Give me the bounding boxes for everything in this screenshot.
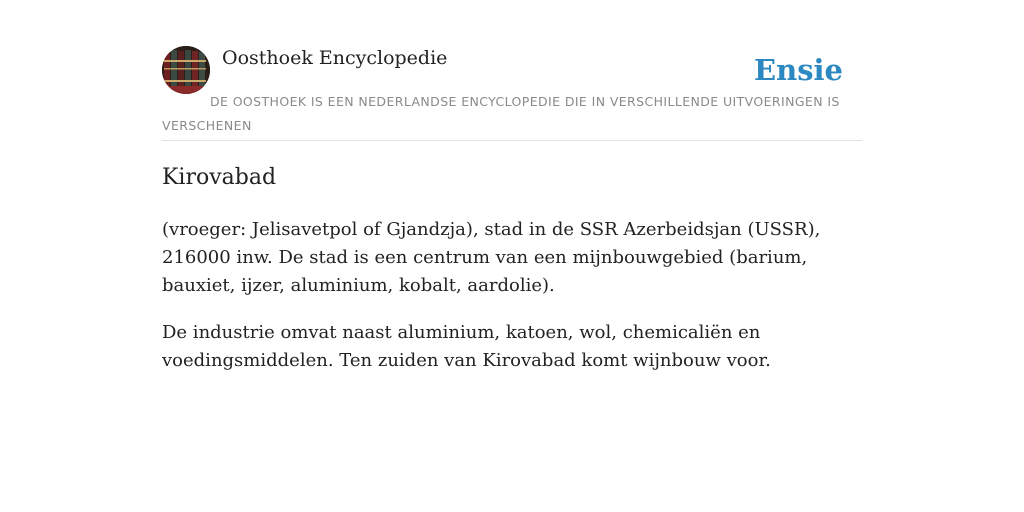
article [162, 160, 862, 375]
site-name-link[interactable]: Oosthoek Encyclopedie [222, 47, 448, 69]
site-tagline: DE OOSTHOEK IS EEN NEDERLANDSE ENCYCLOPEDIE DIE IN VERSCHILLENDE UITVOERINGEN IS VERSCHENEN [162, 94, 840, 133]
article-title: Kirovabad [162, 165, 277, 190]
article-paragraph: (vroeger: Jelisavetpol of Gjandzja), stad in de SSR Azerbeidsjan (USSR), 216000 inw. De stad is een centrum van een mijnbouwgebied (barium, bauxiet, ijzer, aluminium, kobalt, aardolie). [162, 219, 821, 296]
site-header [162, 46, 862, 141]
book-spines-icon[interactable] [162, 46, 210, 94]
article-paragraph: De industrie omvat naast aluminium, katoen, wol, chemicaliën en voedingsmiddelen. Ten zuiden van Kirovabad komt wijnbouw voor. [162, 322, 771, 371]
ensie-logo-link[interactable]: Ensie [754, 53, 843, 87]
